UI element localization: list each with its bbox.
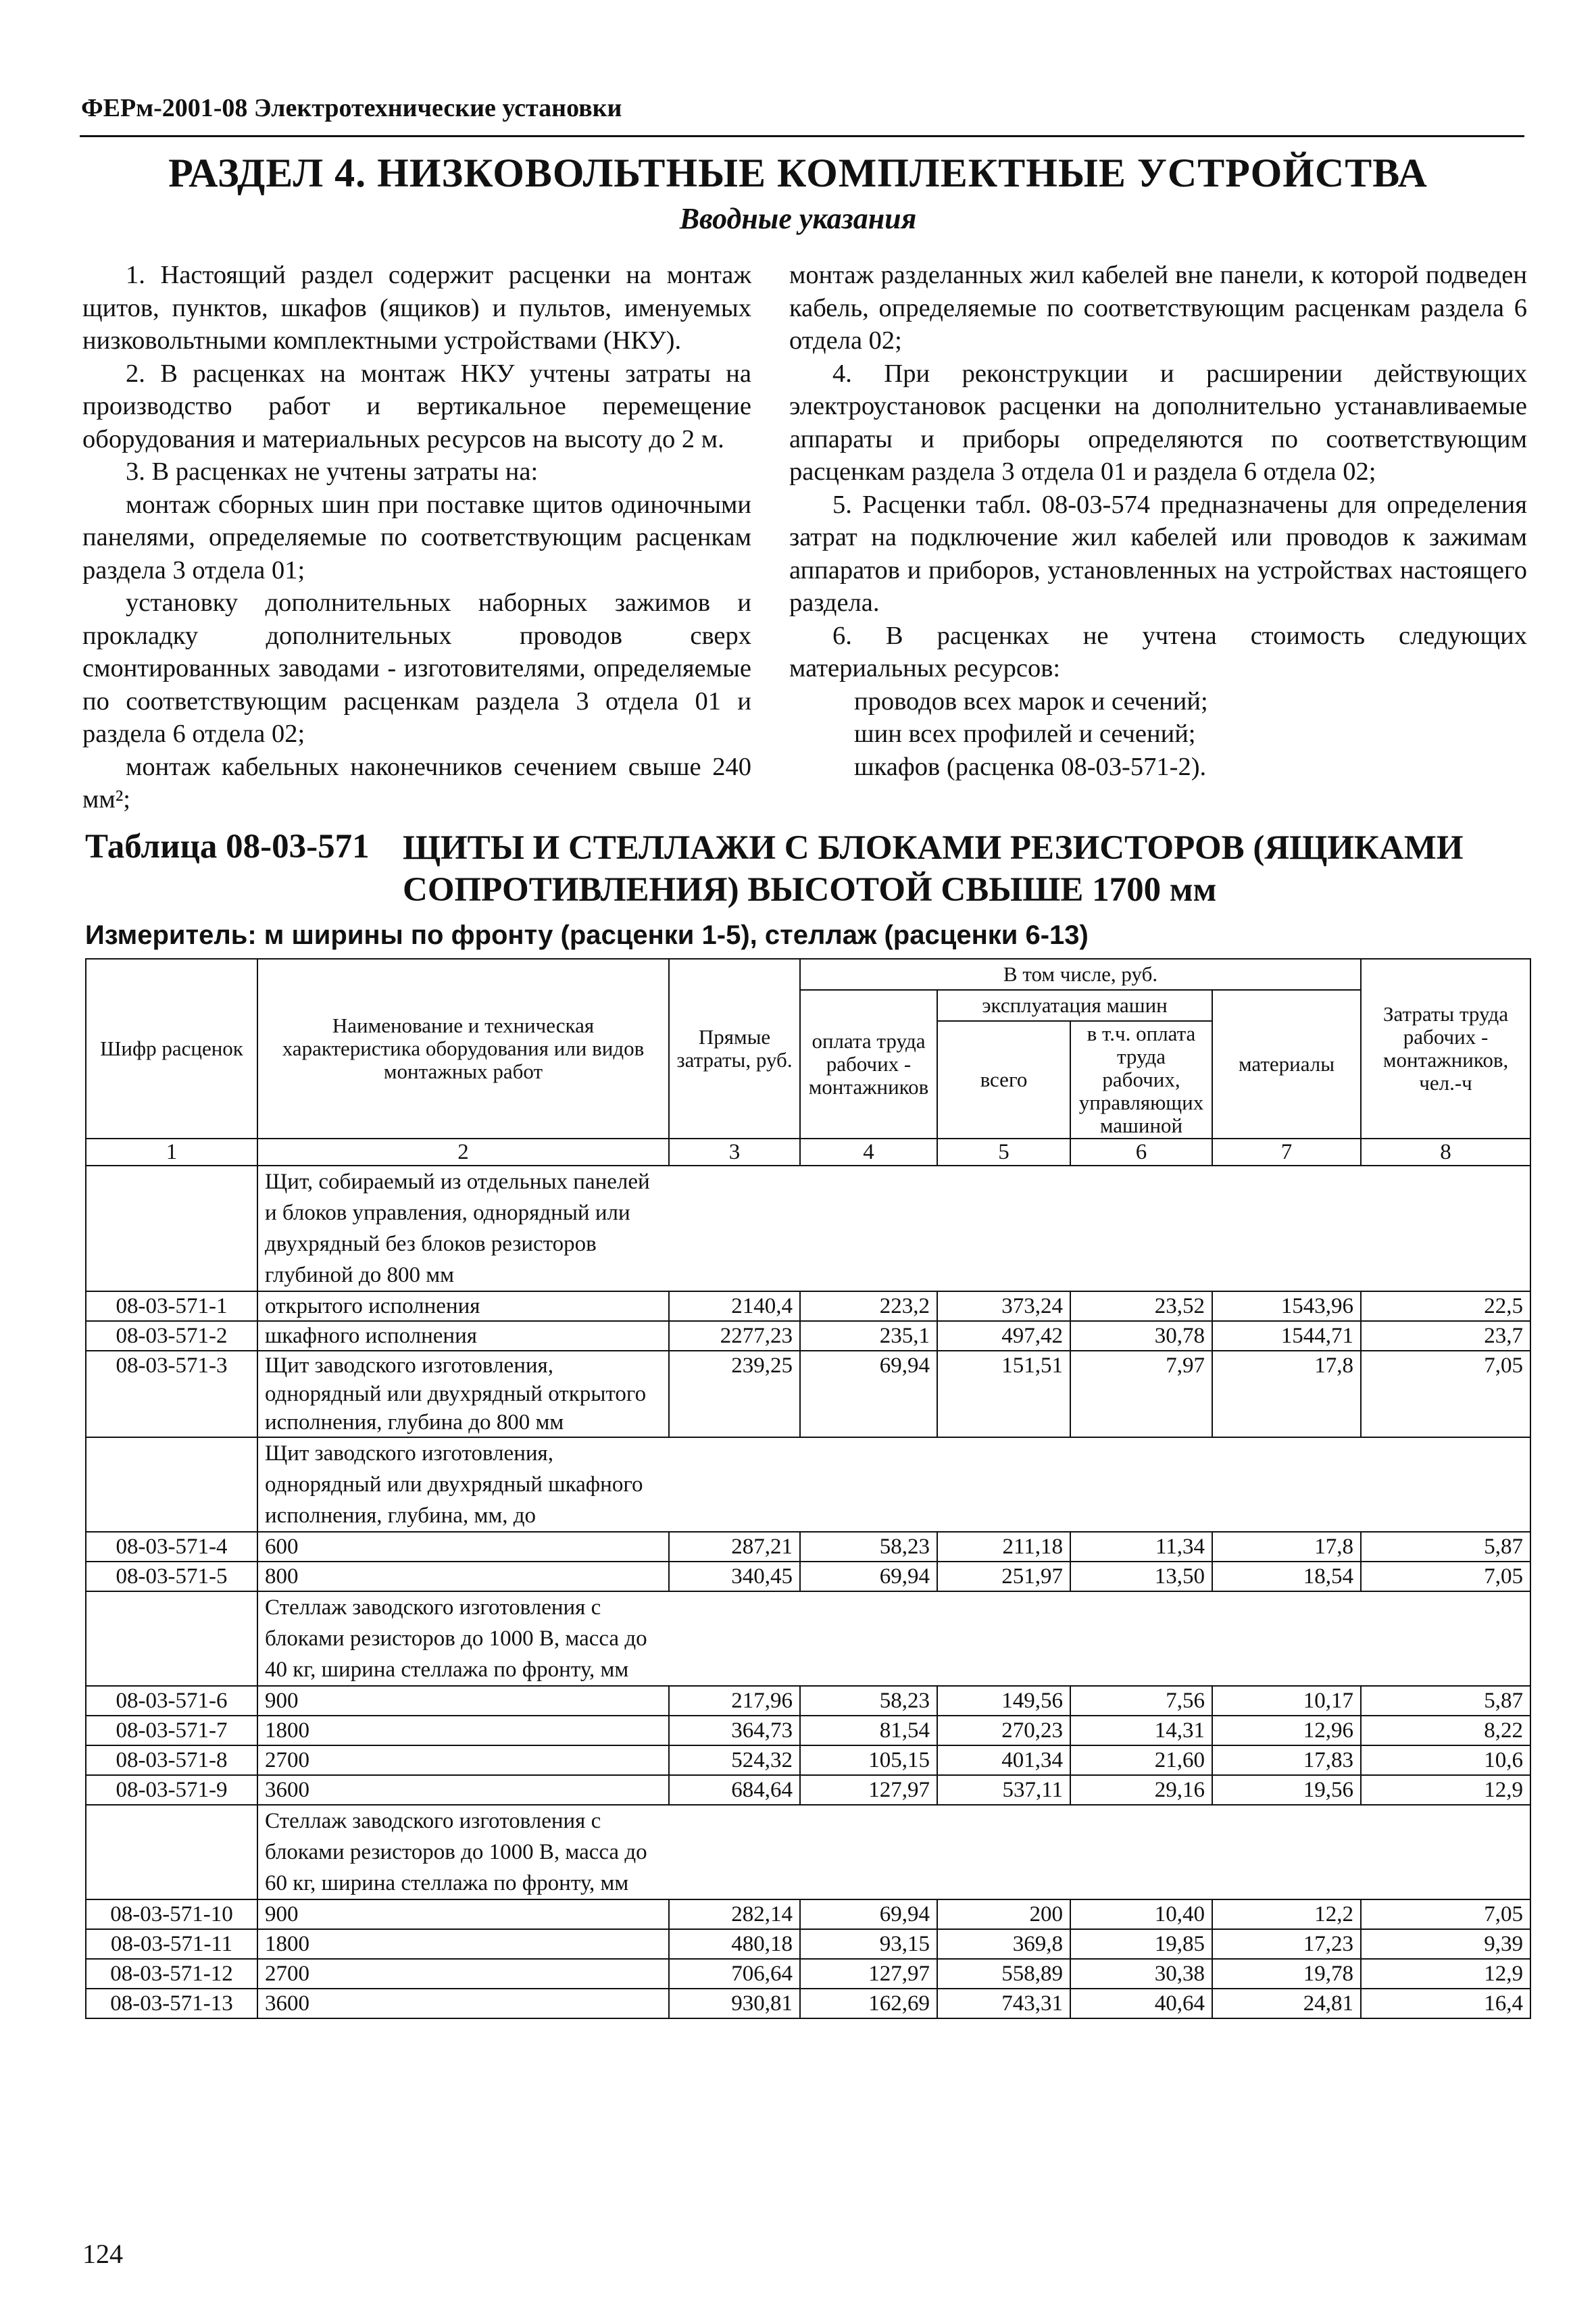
- materials: 17,23: [1212, 1929, 1361, 1959]
- labor-pay: 81,54: [800, 1716, 937, 1745]
- direct-costs: 217,96: [669, 1686, 800, 1716]
- column-index: 6: [1070, 1139, 1212, 1166]
- header-labor-hours: Затраты труда рабочих - монтажников, чел.-ч: [1361, 959, 1530, 1139]
- work-name: 900: [257, 1899, 669, 1929]
- intro-paragraph: 1. Настоящий раздел содержит расценки на монтаж щитов, пунктов, шкафов (ящиков) и пультов, именуемых низковольтными комплектными устройствами (НКУ).: [82, 261, 751, 355]
- machines-total: 149,56: [937, 1686, 1070, 1716]
- machines-total: 211,18: [937, 1532, 1070, 1562]
- direct-costs: 2277,23: [669, 1321, 800, 1351]
- direct-costs: 684,64: [669, 1775, 800, 1805]
- machines-pay: 19,85: [1070, 1929, 1212, 1959]
- labor-hours: 7,05: [1361, 1351, 1530, 1437]
- machines-pay: 13,50: [1070, 1562, 1212, 1591]
- labor-pay: 235,1: [800, 1321, 937, 1351]
- labor-hours: 8,22: [1361, 1716, 1530, 1745]
- direct-costs: 287,21: [669, 1532, 800, 1562]
- table-row: [86, 1686, 1530, 1716]
- group-description-row: [86, 1805, 1530, 1899]
- rate-code: 08-03-571-12: [86, 1959, 257, 1989]
- labor-pay: 162,69: [800, 1989, 937, 2018]
- table-row: [86, 1291, 1530, 1321]
- intro-paragraph: 6. В расценках не учтена стоимость следующих материальных ресурсов:: [789, 621, 1527, 682]
- rate-code: 08-03-571-4: [86, 1532, 257, 1562]
- work-name: 1800: [257, 1716, 669, 1745]
- table-row: [86, 1899, 1530, 1929]
- table-row: [86, 1929, 1530, 1959]
- header-name: Наименование и техническая характеристика оборудования или видов монтажных работ: [257, 959, 669, 1139]
- table-row: [86, 1532, 1530, 1562]
- rate-code: 08-03-571-5: [86, 1562, 257, 1591]
- header-including: В том числе, руб.: [800, 959, 1361, 990]
- direct-costs: 480,18: [669, 1929, 800, 1959]
- materials: 17,8: [1212, 1351, 1361, 1437]
- header-labor-pay: оплата труда рабочих - монтажников: [800, 990, 937, 1139]
- intro-right-column: [789, 259, 1527, 783]
- materials: 1544,71: [1212, 1321, 1361, 1351]
- machines-total: 743,31: [937, 1989, 1070, 2018]
- materials: 17,8: [1212, 1532, 1361, 1562]
- machines-total: 200: [937, 1899, 1070, 1929]
- rate-code: 08-03-571-3: [86, 1351, 257, 1437]
- labor-pay: 58,23: [800, 1532, 937, 1562]
- header-rule: [80, 135, 1524, 137]
- rate-code: 08-03-571-6: [86, 1686, 257, 1716]
- group-description-row: [86, 1437, 1530, 1532]
- work-name: открытого исполнения: [257, 1291, 669, 1321]
- table-row: [86, 1959, 1530, 1989]
- group-description: Щит заводского изготовления, однорядный или двухрядный шкафного исполнения, глубина, мм, до: [265, 1441, 643, 1528]
- column-index: 8: [1361, 1139, 1530, 1166]
- labor-hours: 9,39: [1361, 1929, 1530, 1959]
- intro-paragraph: 2. В расценках на монтаж НКУ учтены затраты на производство работ и вертикальное перемещение оборудования и материальных ресурсов на высоту до 2 м.: [82, 359, 751, 453]
- labor-pay: 127,97: [800, 1775, 937, 1805]
- table-row: [86, 1775, 1530, 1805]
- machines-total: 270,23: [937, 1716, 1070, 1745]
- header-direct-costs: Прямые затраты, руб.: [669, 959, 800, 1139]
- intro-left-column: [82, 259, 751, 816]
- page-number: 124: [82, 2239, 123, 2269]
- rate-code: 08-03-571-10: [86, 1899, 257, 1929]
- measure-unit: Измеритель: м ширины по фронту (расценки 1-5), стеллаж (расценки 6-13): [85, 920, 1089, 950]
- intro-paragraph: установку дополнительных наборных зажимов и прокладку дополнительных проводов сверх смонтированных заводами - изготовителями, определяемые по соответствующим расценкам раздела 3 отдела 01 и раздела 6 отдела 02;: [82, 589, 751, 748]
- table-row: [86, 1321, 1530, 1351]
- labor-pay: 127,97: [800, 1959, 937, 1989]
- labor-pay: 223,2: [800, 1291, 937, 1321]
- rate-code: 08-03-571-11: [86, 1929, 257, 1959]
- table-row: [86, 1716, 1530, 1745]
- work-name: шкафного исполнения: [257, 1321, 669, 1351]
- labor-hours: 12,9: [1361, 1775, 1530, 1805]
- intro-paragraph: монтаж кабельных наконечников сечением свыше 240 мм²;: [82, 752, 751, 814]
- table-title-line-2: СОПРОТИВЛЕНИЯ) ВЫСОТОЙ СВЫШЕ 1700 мм: [403, 871, 1217, 909]
- work-name: 800: [257, 1562, 669, 1591]
- machines-total: 401,34: [937, 1745, 1070, 1775]
- work-name: 2700: [257, 1745, 669, 1775]
- table-row: [86, 1351, 1530, 1437]
- materials: 12,2: [1212, 1899, 1361, 1929]
- labor-hours: 7,05: [1361, 1562, 1530, 1591]
- group-description: Стеллаж заводского изготовления с блоками резисторов до 1000 В, масса до 60 кг, ширина стеллажа по фронту, мм: [265, 1809, 647, 1895]
- rate-code: 08-03-571-13: [86, 1989, 257, 2018]
- header-machines-total: всего: [937, 1021, 1070, 1139]
- intro-paragraph: 5. Расценки табл. 08-03-574 предназначены для определения затрат на подключение жил кабелей или проводов к зажимам аппаратов и приборов, установленных на устройствах настоящего раздела.: [789, 490, 1527, 617]
- direct-costs: 239,25: [669, 1351, 800, 1437]
- intro-paragraph: 4. При реконструкции и расширении действующих электроустановок расценки на дополнительно устанавливаемые аппараты и приборы определяются по соответствующим расценкам раздела 3 отдела 01 и раздела 6 отдела 02;: [789, 359, 1527, 486]
- header-machines-pay: в т.ч. оплата труда рабочих, управляющих машиной: [1070, 1021, 1212, 1139]
- machines-pay: 30,78: [1070, 1321, 1212, 1351]
- materials: 1543,96: [1212, 1291, 1361, 1321]
- direct-costs: 706,64: [669, 1959, 800, 1989]
- table-row: [86, 1989, 1530, 2018]
- direct-costs: 282,14: [669, 1899, 800, 1929]
- materials: 18,54: [1212, 1562, 1361, 1591]
- rate-code: 08-03-571-8: [86, 1745, 257, 1775]
- machines-pay: 30,38: [1070, 1959, 1212, 1989]
- labor-hours: 10,6: [1361, 1745, 1530, 1775]
- section-title: РАЗДЕЛ 4. НИЗКОВОЛЬТНЫЕ КОМПЛЕКТНЫЕ УСТРОЙСТВА: [168, 151, 1428, 195]
- direct-costs: 2140,4: [669, 1291, 800, 1321]
- intro-paragraph: монтаж разделанных жил кабелей вне панели, к которой подведен кабель, определяемые по соответствующим расценкам раздела 6 отдела 02;: [789, 261, 1527, 355]
- machines-total: 373,24: [937, 1291, 1070, 1321]
- column-index: 7: [1212, 1139, 1361, 1166]
- excluded-material-item: проводов всех марок и сечений;: [854, 687, 1208, 716]
- column-index: 3: [669, 1139, 800, 1166]
- header-code: Шифр расценок: [86, 959, 257, 1139]
- labor-hours: 5,87: [1361, 1532, 1530, 1562]
- work-name: 3600: [257, 1989, 669, 2018]
- labor-hours: 23,7: [1361, 1321, 1530, 1351]
- group-description: Щит, собираемый из отдельных панелей и блоков управления, однорядный или двухрядный без блоков резисторов глубиной до 800 мм: [265, 1170, 650, 1287]
- machines-pay: 7,56: [1070, 1686, 1212, 1716]
- table-title: [403, 827, 1531, 911]
- labor-pay: 69,94: [800, 1351, 937, 1437]
- machines-total: 251,97: [937, 1562, 1070, 1591]
- machines-pay: 11,34: [1070, 1532, 1212, 1562]
- table-row: [86, 1562, 1530, 1591]
- labor-pay: 93,15: [800, 1929, 937, 1959]
- running-head: ФЕРм-2001-08 Электротехнические установки: [81, 94, 622, 122]
- intro-label: Вводные указания: [679, 202, 917, 235]
- direct-costs: 340,45: [669, 1562, 800, 1591]
- machines-pay: 10,40: [1070, 1899, 1212, 1929]
- column-index: 4: [800, 1139, 937, 1166]
- materials: 17,83: [1212, 1745, 1361, 1775]
- work-name: Щит заводского изготовления, однорядный или двухрядный открытого исполнения, глубина до 800 мм: [257, 1351, 669, 1437]
- column-index-row: [86, 1139, 1530, 1166]
- table-row: [86, 1745, 1530, 1775]
- work-name: 1800: [257, 1929, 669, 1959]
- rate-code: 08-03-571-9: [86, 1775, 257, 1805]
- labor-pay: 58,23: [800, 1686, 937, 1716]
- rate-code: 08-03-571-7: [86, 1716, 257, 1745]
- labor-hours: 5,87: [1361, 1686, 1530, 1716]
- materials: 19,56: [1212, 1775, 1361, 1805]
- machines-pay: 7,97: [1070, 1351, 1212, 1437]
- direct-costs: 930,81: [669, 1989, 800, 2018]
- machines-pay: 23,52: [1070, 1291, 1212, 1321]
- machines-total: 558,89: [937, 1959, 1070, 1989]
- column-index: 2: [257, 1139, 669, 1166]
- direct-costs: 364,73: [669, 1716, 800, 1745]
- machines-pay: 14,31: [1070, 1716, 1212, 1745]
- machines-total: 537,11: [937, 1775, 1070, 1805]
- header-materials: материалы: [1212, 990, 1361, 1139]
- rates-table: [85, 958, 1531, 2019]
- intro-paragraph: монтаж сборных шин при поставке щитов одиночными панелями, определяемые по соответствующим расценкам раздела 3 отдела 01;: [82, 490, 751, 584]
- materials: 12,96: [1212, 1716, 1361, 1745]
- materials: 24,81: [1212, 1989, 1361, 2018]
- work-name: 600: [257, 1532, 669, 1562]
- labor-hours: 16,4: [1361, 1989, 1530, 2018]
- excluded-material-item: шкафов (расценка 08-03-571-2).: [854, 752, 1207, 781]
- materials: 19,78: [1212, 1959, 1361, 1989]
- column-index: 5: [937, 1139, 1070, 1166]
- labor-pay: 69,94: [800, 1562, 937, 1591]
- group-description-row: [86, 1166, 1530, 1291]
- table-label: Таблица 08-03-571: [85, 828, 370, 866]
- rate-code: 08-03-571-1: [86, 1291, 257, 1321]
- table-title-line-1: ЩИТЫ И СТЕЛЛАЖИ С БЛОКАМИ РЕЗИСТОРОВ (ЯЩИКАМИ: [403, 829, 1464, 867]
- materials: 10,17: [1212, 1686, 1361, 1716]
- machines-total: 151,51: [937, 1351, 1070, 1437]
- group-description-row: [86, 1591, 1530, 1686]
- labor-hours: 22,5: [1361, 1291, 1530, 1321]
- group-description: Стеллаж заводского изготовления с блоками резисторов до 1000 В, масса до 40 кг, ширина стеллажа по фронту, мм: [265, 1595, 647, 1682]
- work-name: 2700: [257, 1959, 669, 1989]
- direct-costs: 524,32: [669, 1745, 800, 1775]
- machines-pay: 40,64: [1070, 1989, 1212, 2018]
- machines-pay: 29,16: [1070, 1775, 1212, 1805]
- header-machines: эксплуатация машин: [937, 990, 1212, 1021]
- work-name: 3600: [257, 1775, 669, 1805]
- rate-code: 08-03-571-2: [86, 1321, 257, 1351]
- column-index: 1: [86, 1139, 257, 1166]
- machines-total: 497,42: [937, 1321, 1070, 1351]
- labor-pay: 105,15: [800, 1745, 937, 1775]
- labor-hours: 12,9: [1361, 1959, 1530, 1989]
- labor-hours: 7,05: [1361, 1899, 1530, 1929]
- excluded-material-item: шин всех профилей и сечений;: [854, 720, 1196, 748]
- machines-pay: 21,60: [1070, 1745, 1212, 1775]
- machines-total: 369,8: [937, 1929, 1070, 1959]
- intro-paragraph: 3. В расценках не учтены затраты на:: [126, 457, 539, 486]
- labor-pay: 69,94: [800, 1899, 937, 1929]
- work-name: 900: [257, 1686, 669, 1716]
